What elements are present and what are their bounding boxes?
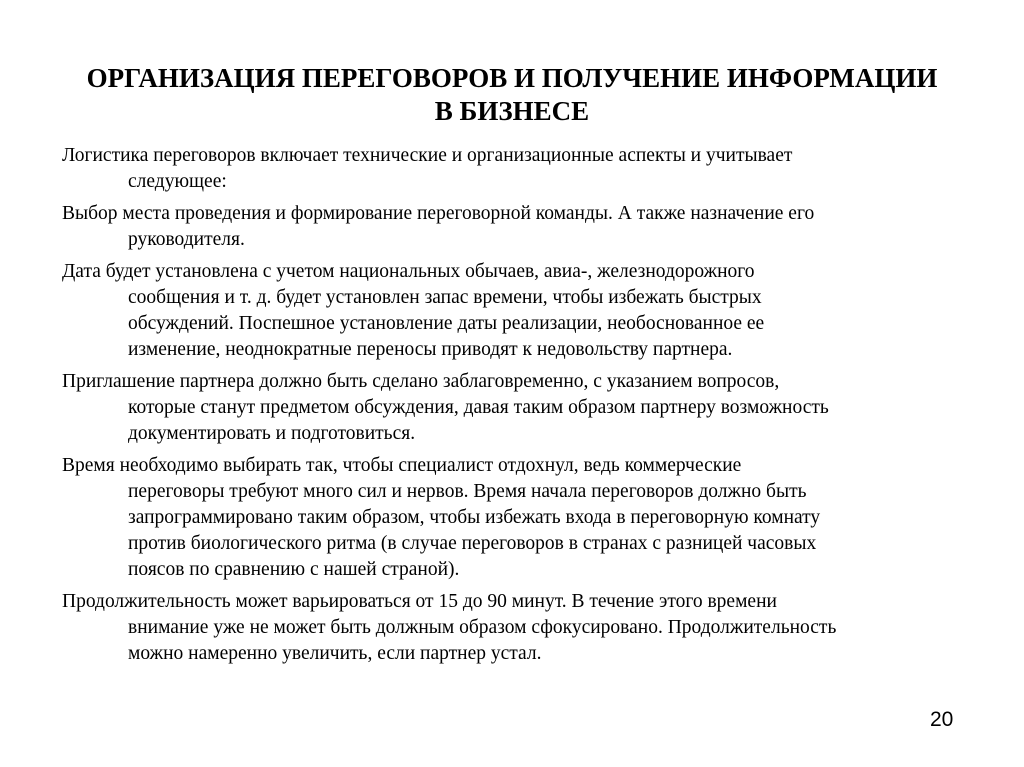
paragraph-line: Дата будет установлена с учетом национальных обычаев, авиа-, железнодорожного	[62, 261, 755, 282]
paragraph-line: следующее:	[128, 171, 227, 192]
paragraph-line: сообщения и т. д. будет установлен запас времени, чтобы избежать быстрых	[128, 287, 762, 308]
paragraph-line: переговоры требуют много сил и нервов. Время начала переговоров должно быть	[128, 481, 807, 502]
paragraph-line: против биологического ритма (в случае переговоров в странах с разницей часовых	[128, 533, 817, 554]
paragraph-line: руководителя.	[128, 229, 245, 250]
paragraph	[62, 589, 982, 667]
paragraph	[62, 143, 982, 195]
paragraph-line: документировать и подготовиться.	[128, 423, 416, 444]
slide-title-line: В БИЗНЕСЕ	[434, 96, 590, 126]
paragraph-line: можно намеренно увеличить, если партнер устал.	[128, 643, 542, 664]
paragraph-line: изменение, неоднократные переносы приводят к недовольству партнера.	[128, 339, 733, 360]
paragraph-line: Приглашение партнера должно быть сделано заблаговременно, с указанием вопросов,	[62, 371, 780, 392]
paragraph-line: обсуждений. Поспешное установление даты реализации, необоснованное ее	[128, 313, 765, 334]
paragraph	[62, 369, 982, 447]
paragraph	[62, 201, 982, 253]
paragraph	[62, 453, 982, 583]
paragraph-line: Выбор места проведения и формирование переговорной команды. А также назначение его	[62, 203, 815, 224]
page-number: 20	[930, 708, 954, 731]
paragraph-line: Логистика переговоров включает технические и организационные аспекты и учитывает	[62, 145, 793, 166]
paragraph-line: поясов по сравнению с нашей страной).	[128, 559, 460, 580]
paragraph	[62, 259, 982, 363]
paragraph-line: Время необходимо выбирать так, чтобы специалист отдохнул, ведь коммерческие	[62, 455, 742, 476]
paragraph-line: которые станут предметом обсуждения, давая таким образом партнеру возможность	[128, 397, 829, 418]
paragraph-line: запрограммировано таким образом, чтобы избежать входа в переговорную комнату	[128, 507, 821, 528]
paragraph-line: внимание уже не может быть должным образом сфокусировано. Продолжительность	[128, 617, 837, 638]
slide-body	[62, 143, 982, 673]
slide-title	[0, 62, 1024, 128]
slide-title-line: ОРГАНИЗАЦИЯ ПЕРЕГОВОРОВ И ПОЛУЧЕНИЕ ИНФОРМАЦИИ	[86, 63, 938, 93]
paragraph-line: Продолжительность может варьироваться от 15 до 90 минут. В течение этого времени	[62, 591, 777, 612]
